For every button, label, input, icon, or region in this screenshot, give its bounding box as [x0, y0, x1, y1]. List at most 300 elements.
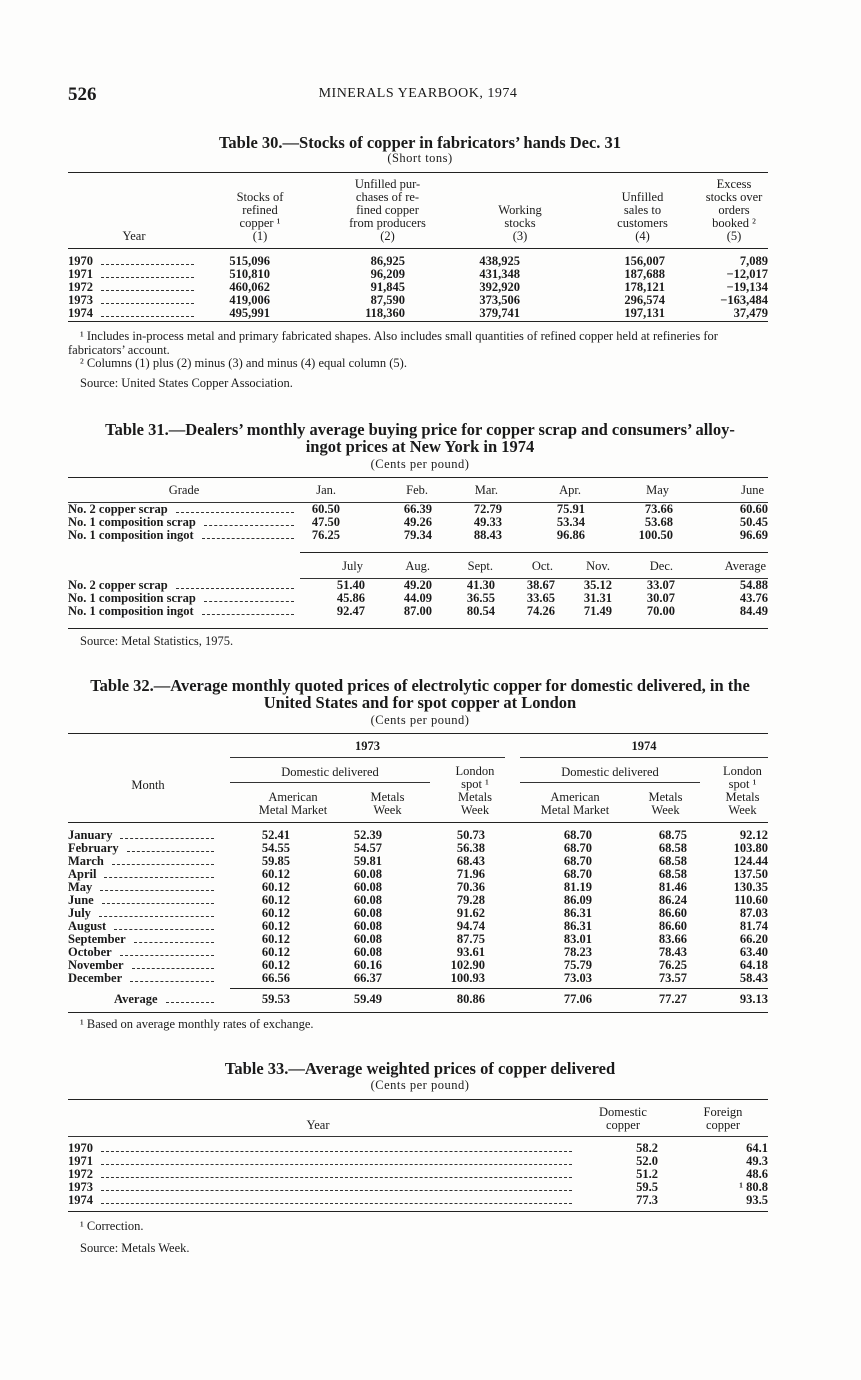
- year-1974-header: 1974: [631, 739, 657, 753]
- value-cell: 41.30: [466, 578, 495, 592]
- table31-units: (Cents per pound): [370, 457, 470, 471]
- value-cell: 51.40: [336, 578, 365, 592]
- rule: [68, 733, 768, 734]
- average-row: [68, 993, 768, 1006]
- rule: [230, 757, 505, 758]
- table-row: [68, 1142, 768, 1155]
- row-label: No. 1 composition ingot: [68, 528, 194, 542]
- column-header: Unfilled sales to customers (4): [617, 190, 668, 243]
- dot-leader: [104, 877, 214, 878]
- value-cell: 50.73: [456, 828, 485, 842]
- value-cell: 93.61: [456, 945, 485, 959]
- page-number: 526: [68, 84, 97, 105]
- average-value: 77.27: [658, 992, 687, 1006]
- value-cell: 80.54: [466, 604, 495, 618]
- value-cell: 51.2: [636, 1167, 658, 1181]
- london-spot-header-1974: London spot ¹ Metals Week: [723, 764, 762, 817]
- value-cell: 36.55: [466, 591, 495, 605]
- value-cell: 59.85: [261, 854, 290, 868]
- value-cell: 7,089: [739, 254, 768, 268]
- value-cell: 47.50: [311, 515, 340, 529]
- value-cell: 60.50: [311, 502, 340, 516]
- rule: [520, 757, 768, 758]
- row-label: November: [68, 958, 124, 972]
- value-cell: 102.90: [450, 958, 485, 972]
- value-cell: 87.75: [456, 932, 485, 946]
- value-cell: 60.08: [353, 945, 382, 959]
- table-row: [68, 605, 768, 618]
- row-label-leader: [68, 972, 220, 985]
- value-cell: 96.69: [739, 528, 768, 542]
- london-spot-header-1973: London spot ¹ Metals Week: [455, 764, 495, 817]
- value-cell: 71.49: [583, 604, 612, 618]
- value-cell: 43.76: [739, 591, 768, 605]
- row-label-cell: [68, 972, 220, 985]
- value-cell: 52.0: [636, 1154, 658, 1168]
- value-cell: 68.58: [658, 854, 687, 868]
- dot-leader: [176, 588, 294, 589]
- value-cell: 33.07: [646, 578, 675, 592]
- month-header: Oct.: [531, 559, 553, 573]
- row-label: No. 2 copper scrap: [68, 578, 168, 592]
- row-label: June: [68, 893, 94, 907]
- table32-average: [68, 993, 768, 1006]
- column-header: Stocks of refined copper ¹ (1): [236, 190, 284, 243]
- value-cell: 56.38: [456, 841, 485, 855]
- average-value: 77.06: [563, 992, 592, 1006]
- table33-units: (Cents per pound): [370, 1078, 470, 1092]
- value-cell: 83.01: [563, 932, 592, 946]
- month-header: Apr.: [559, 483, 581, 497]
- row-label: No. 1 composition scrap: [68, 591, 196, 605]
- value-cell: 81.74: [739, 919, 768, 933]
- table-row: [68, 1181, 768, 1194]
- dot-leader: [101, 1177, 572, 1178]
- rule: [68, 822, 768, 823]
- table30-units: (Short tons): [387, 151, 453, 165]
- value-cell: 66.56: [261, 971, 290, 985]
- average-value: 93.13: [739, 992, 768, 1006]
- value-cell: 68.70: [563, 828, 592, 842]
- value-cell: 64.1: [746, 1141, 768, 1155]
- row-label: Average: [114, 992, 158, 1006]
- value-cell: 68.70: [563, 854, 592, 868]
- dot-leader: [101, 303, 194, 304]
- value-cell: 460,062: [229, 280, 270, 294]
- metals-week-header-1973: Metals Week: [370, 790, 405, 817]
- value-cell: 110.60: [734, 893, 768, 907]
- value-cell: 50.45: [739, 515, 768, 529]
- blank-header: [68, 559, 300, 573]
- table33: [68, 1104, 768, 1132]
- value-cell: 86,925: [370, 254, 405, 268]
- running-head: MINERALS YEARBOOK, 1974: [318, 86, 518, 101]
- value-cell: 70.00: [646, 604, 675, 618]
- value-cell: 93.5: [746, 1193, 768, 1207]
- value-cell: 156,007: [624, 254, 665, 268]
- dot-leader: [101, 1164, 572, 1165]
- row-label: No. 1 composition scrap: [68, 515, 196, 529]
- value-cell: 60.08: [353, 906, 382, 920]
- value-cell: 37,479: [733, 306, 768, 320]
- dot-leader: [101, 1151, 572, 1152]
- value-cell: 58.2: [636, 1141, 658, 1155]
- value-cell: 76.25: [311, 528, 340, 542]
- value-cell: 392,920: [479, 280, 520, 294]
- value-cell: −12,017: [726, 267, 768, 281]
- month-header: June: [741, 483, 764, 497]
- row-label: May: [68, 880, 93, 894]
- rule: [230, 988, 768, 989]
- table30: [68, 178, 768, 243]
- value-cell: 187,688: [624, 267, 665, 281]
- value-cell: 60.08: [353, 919, 382, 933]
- value-cell: 45.86: [336, 591, 365, 605]
- value-cell: 81.46: [658, 880, 687, 894]
- row-label: February: [68, 841, 119, 855]
- table33-title: Table 33.—Average weighted prices of copper delivered: [224, 1059, 616, 1078]
- rule: [68, 1012, 768, 1013]
- value-cell: 64.18: [739, 958, 768, 972]
- value-cell: 431,348: [479, 267, 520, 281]
- month-header: May: [646, 483, 669, 497]
- dot-leader: [120, 838, 214, 839]
- value-cell: 86.31: [563, 919, 592, 933]
- row-label: 1971: [68, 1154, 93, 1168]
- table30-body: [68, 255, 768, 320]
- rule: [230, 782, 430, 783]
- value-cell: 438,925: [479, 254, 520, 268]
- table32-footnote: ¹ Based on average monthly rates of exchange.: [80, 1017, 314, 1031]
- value-cell: 68.75: [658, 828, 687, 842]
- column-header: Foreign copper: [703, 1105, 743, 1132]
- month-header: Month: [131, 778, 165, 792]
- table33-source: Source: Metals Week.: [80, 1241, 190, 1255]
- table31-part2: [68, 559, 768, 618]
- grade-header: Grade: [168, 483, 200, 497]
- row-label-cell: [68, 1168, 578, 1181]
- average-label-cell: [68, 993, 220, 1006]
- value-cell: 78.43: [658, 945, 687, 959]
- value-cell: 59.81: [353, 854, 382, 868]
- dot-leader: [120, 955, 214, 956]
- amm-header-1974: American Metal Market: [540, 790, 610, 817]
- value-cell: 86.31: [563, 906, 592, 920]
- row-label: 1973: [68, 293, 93, 307]
- value-cell: 60.12: [261, 906, 290, 920]
- value-cell: 44.09: [403, 591, 432, 605]
- value-cell: 66.37: [353, 971, 382, 985]
- value-cell: 35.12: [583, 578, 612, 592]
- rule: [520, 782, 700, 783]
- rule: [300, 578, 768, 579]
- row-label-leader: [68, 605, 300, 618]
- value-cell: 73.57: [658, 971, 687, 985]
- month-header: Dec.: [649, 559, 673, 573]
- value-cell: 59.5: [636, 1180, 658, 1194]
- row-label-cell: [68, 529, 300, 542]
- row-label-cell: [68, 307, 200, 320]
- value-cell: 54.55: [261, 841, 290, 855]
- value-cell: 92.12: [739, 828, 768, 842]
- table-row: [68, 307, 768, 320]
- value-cell: 52.41: [261, 828, 290, 842]
- value-cell: 68.43: [456, 854, 485, 868]
- footnote-2: ² Columns (1) plus (2) minus (3) and minus (4) equal column (5).: [80, 356, 407, 370]
- value-cell: 60.60: [739, 502, 768, 516]
- value-cell: 495,991: [229, 306, 270, 320]
- value-cell: ¹ 80.8: [739, 1180, 768, 1194]
- row-label-leader: [68, 1168, 578, 1181]
- rule: [300, 552, 768, 553]
- month-header: Nov.: [586, 559, 610, 573]
- value-cell: 60.12: [261, 932, 290, 946]
- row-label: 1974: [68, 1193, 93, 1207]
- value-cell: 60.12: [261, 919, 290, 933]
- value-cell: 419,006: [229, 293, 270, 307]
- column-header: Unfilled pur- chases of re- fined copper from producers (2): [349, 177, 426, 243]
- dot-leader: [102, 903, 214, 904]
- average-value: 80.86: [456, 992, 485, 1006]
- row-label-leader: [68, 1142, 578, 1155]
- row-label-leader: [68, 1194, 578, 1207]
- dot-leader: [101, 290, 194, 291]
- value-cell: −163,484: [720, 293, 768, 307]
- table32-units: (Cents per pound): [370, 713, 470, 727]
- rule: [68, 1099, 768, 1100]
- value-cell: 103.80: [733, 841, 768, 855]
- value-cell: 63.40: [739, 945, 768, 959]
- value-cell: 100.93: [450, 971, 485, 985]
- row-label: 1971: [68, 267, 93, 281]
- column-header: Working stocks (3): [498, 203, 542, 243]
- value-cell: 72.79: [473, 502, 502, 516]
- year-1973-header: 1973: [355, 739, 380, 753]
- value-cell: 68.58: [658, 867, 687, 881]
- table-row: [68, 1194, 768, 1207]
- row-label-cell: [68, 1155, 578, 1168]
- value-cell: 30.07: [646, 591, 675, 605]
- value-cell: 60.12: [261, 958, 290, 972]
- value-cell: 60.08: [353, 932, 382, 946]
- value-cell: 515,096: [229, 254, 270, 268]
- dot-leader: [127, 851, 214, 852]
- value-cell: 86.09: [563, 893, 592, 907]
- table30-footnotes: [68, 330, 768, 371]
- row-label: 1972: [68, 280, 93, 294]
- dot-leader: [134, 942, 214, 943]
- value-cell: 178,121: [624, 280, 665, 294]
- value-cell: 73.03: [563, 971, 592, 985]
- value-cell: 60.08: [353, 893, 382, 907]
- dot-leader: [114, 929, 214, 930]
- value-cell: 296,574: [624, 293, 665, 307]
- value-cell: 60.12: [261, 945, 290, 959]
- table32-body: [68, 829, 768, 985]
- amm-header-1973: American Metal Market: [258, 790, 328, 817]
- average-value: 59.49: [353, 992, 382, 1006]
- value-cell: 75.79: [563, 958, 592, 972]
- dot-leader: [101, 316, 194, 317]
- dot-leader: [130, 981, 214, 982]
- value-cell: 96.86: [556, 528, 585, 542]
- domestic-delivered-header-1973: Domestic delivered: [281, 765, 379, 779]
- value-cell: 38.67: [526, 578, 555, 592]
- dot-leader: [112, 864, 214, 865]
- month-header: July: [342, 559, 363, 573]
- table30-source: Source: United States Copper Association.: [80, 376, 293, 390]
- value-cell: 88.43: [473, 528, 502, 542]
- rule: [68, 172, 768, 173]
- row-label-cell: [68, 1194, 578, 1207]
- month-header: Mar.: [474, 483, 498, 497]
- table-row: [68, 529, 768, 542]
- value-cell: 124.44: [733, 854, 768, 868]
- table31-source: Source: Metal Statistics, 1975.: [80, 634, 234, 648]
- value-cell: 79.28: [456, 893, 485, 907]
- dot-leader: [176, 512, 294, 513]
- value-cell: 49.33: [473, 515, 502, 529]
- value-cell: 60.16: [353, 958, 382, 972]
- value-cell: 86.24: [658, 893, 687, 907]
- value-cell: 68.70: [563, 841, 592, 855]
- value-cell: 100.50: [638, 528, 673, 542]
- rule: [68, 248, 768, 249]
- domestic-delivered-header-1974: Domestic delivered: [561, 765, 659, 779]
- row-label: No. 2 copper scrap: [68, 502, 168, 516]
- dot-leader: [101, 264, 194, 265]
- value-cell: 379,741: [479, 306, 520, 320]
- column-header: Domestic copper: [599, 1105, 647, 1132]
- table31-title: Table 31.—Dealers’ monthly average buying price for copper scrap and consumers’ alloy-ingot prices at New York in 1974: [105, 420, 735, 456]
- value-cell: 60.08: [353, 880, 382, 894]
- value-cell: 53.68: [644, 515, 673, 529]
- value-cell: 130.35: [733, 880, 768, 894]
- month-header: Aug.: [405, 559, 430, 573]
- value-cell: 118,360: [365, 306, 405, 320]
- dot-leader: [101, 1203, 572, 1204]
- dot-leader: [202, 614, 294, 615]
- value-cell: 48.6: [746, 1167, 768, 1181]
- row-label-leader: [68, 529, 300, 542]
- row-label: January: [68, 828, 113, 842]
- table-row: [68, 972, 768, 985]
- value-cell: 60.12: [261, 867, 290, 881]
- value-cell: 74.26: [526, 604, 555, 618]
- value-cell: 75.91: [556, 502, 585, 516]
- row-label-leader: [68, 993, 220, 1006]
- month-header: Sept.: [467, 559, 493, 573]
- value-cell: 197,131: [624, 306, 665, 320]
- rule: [68, 628, 768, 629]
- rule: [68, 1211, 768, 1212]
- value-cell: 137.50: [733, 867, 768, 881]
- value-cell: 58.43: [739, 971, 768, 985]
- value-cell: 84.49: [739, 604, 768, 618]
- value-cell: 68.70: [563, 867, 592, 881]
- month-header: Feb.: [406, 483, 428, 497]
- dot-leader: [101, 1190, 572, 1191]
- row-label: No. 1 composition ingot: [68, 604, 194, 618]
- value-cell: 94.74: [456, 919, 485, 933]
- value-cell: 49.20: [403, 578, 432, 592]
- row-label: April: [68, 867, 97, 881]
- value-cell: 73.66: [644, 502, 673, 516]
- rule: [68, 477, 768, 478]
- value-cell: 77.3: [636, 1193, 658, 1207]
- value-cell: 33.65: [526, 591, 555, 605]
- value-cell: 31.31: [583, 591, 612, 605]
- value-cell: 60.12: [261, 893, 290, 907]
- table32-title: Table 32.—Average monthly quoted prices of electrolytic copper for domestic delivered, in the United States and for spot copper at London: [90, 676, 750, 712]
- row-label-leader: [68, 1155, 578, 1168]
- rule: [68, 502, 768, 503]
- table31-part1: [68, 483, 768, 542]
- dot-leader: [204, 601, 294, 602]
- month-header: Jan.: [316, 483, 336, 497]
- value-cell: 79.34: [403, 528, 432, 542]
- footnote-1: ¹ Includes in-process metal and primary fabricated shapes. Also includes small quantities of refined copper held at refineries for fabricators’ account.: [68, 329, 718, 357]
- value-cell: 87,590: [370, 293, 405, 307]
- row-label-cell: [68, 1142, 578, 1155]
- value-cell: 52.39: [353, 828, 382, 842]
- dot-leader: [100, 890, 214, 891]
- value-cell: 68.58: [658, 841, 687, 855]
- column-header: Year: [122, 229, 146, 243]
- row-label: 1970: [68, 254, 93, 268]
- rule: [68, 1136, 768, 1137]
- value-cell: 76.25: [658, 958, 687, 972]
- value-cell: 54.88: [739, 578, 768, 592]
- value-cell: 83.66: [658, 932, 687, 946]
- value-cell: 91,845: [370, 280, 405, 294]
- value-cell: 91.62: [456, 906, 485, 920]
- dot-leader: [132, 968, 214, 969]
- value-cell: 66.39: [403, 502, 432, 516]
- row-label: August: [68, 919, 107, 933]
- rule: [68, 321, 768, 322]
- value-cell: 70.36: [456, 880, 485, 894]
- value-cell: 71.96: [456, 867, 485, 881]
- row-label-cell: [68, 1181, 578, 1194]
- row-label: March: [68, 854, 104, 868]
- average-value: 59.53: [261, 992, 290, 1006]
- dot-leader: [101, 277, 194, 278]
- value-cell: 60.08: [353, 867, 382, 881]
- value-cell: 53.34: [556, 515, 585, 529]
- row-label-cell: [68, 605, 300, 618]
- table-row: [68, 1168, 768, 1181]
- table30-title: Table 30.—Stocks of copper in fabricators’ hands Dec. 31: [218, 133, 622, 152]
- value-cell: 510,810: [229, 267, 270, 281]
- dot-leader: [202, 538, 294, 539]
- dot-leader: [204, 525, 294, 526]
- value-cell: 78.23: [563, 945, 592, 959]
- row-label: 1970: [68, 1141, 93, 1155]
- value-cell: 86.60: [658, 919, 687, 933]
- row-label: July: [68, 906, 91, 920]
- value-cell: 66.20: [739, 932, 768, 946]
- value-cell: 60.12: [261, 880, 290, 894]
- dot-leader: [99, 916, 214, 917]
- table33-footnote: ¹ Correction.: [80, 1219, 144, 1233]
- column-header: Year: [306, 1118, 330, 1132]
- row-label: 1974: [68, 306, 93, 320]
- row-label: September: [68, 932, 126, 946]
- row-label: October: [68, 945, 112, 959]
- column-header: Excess stocks over orders booked ² (5): [705, 177, 763, 243]
- value-cell: 373,506: [479, 293, 520, 307]
